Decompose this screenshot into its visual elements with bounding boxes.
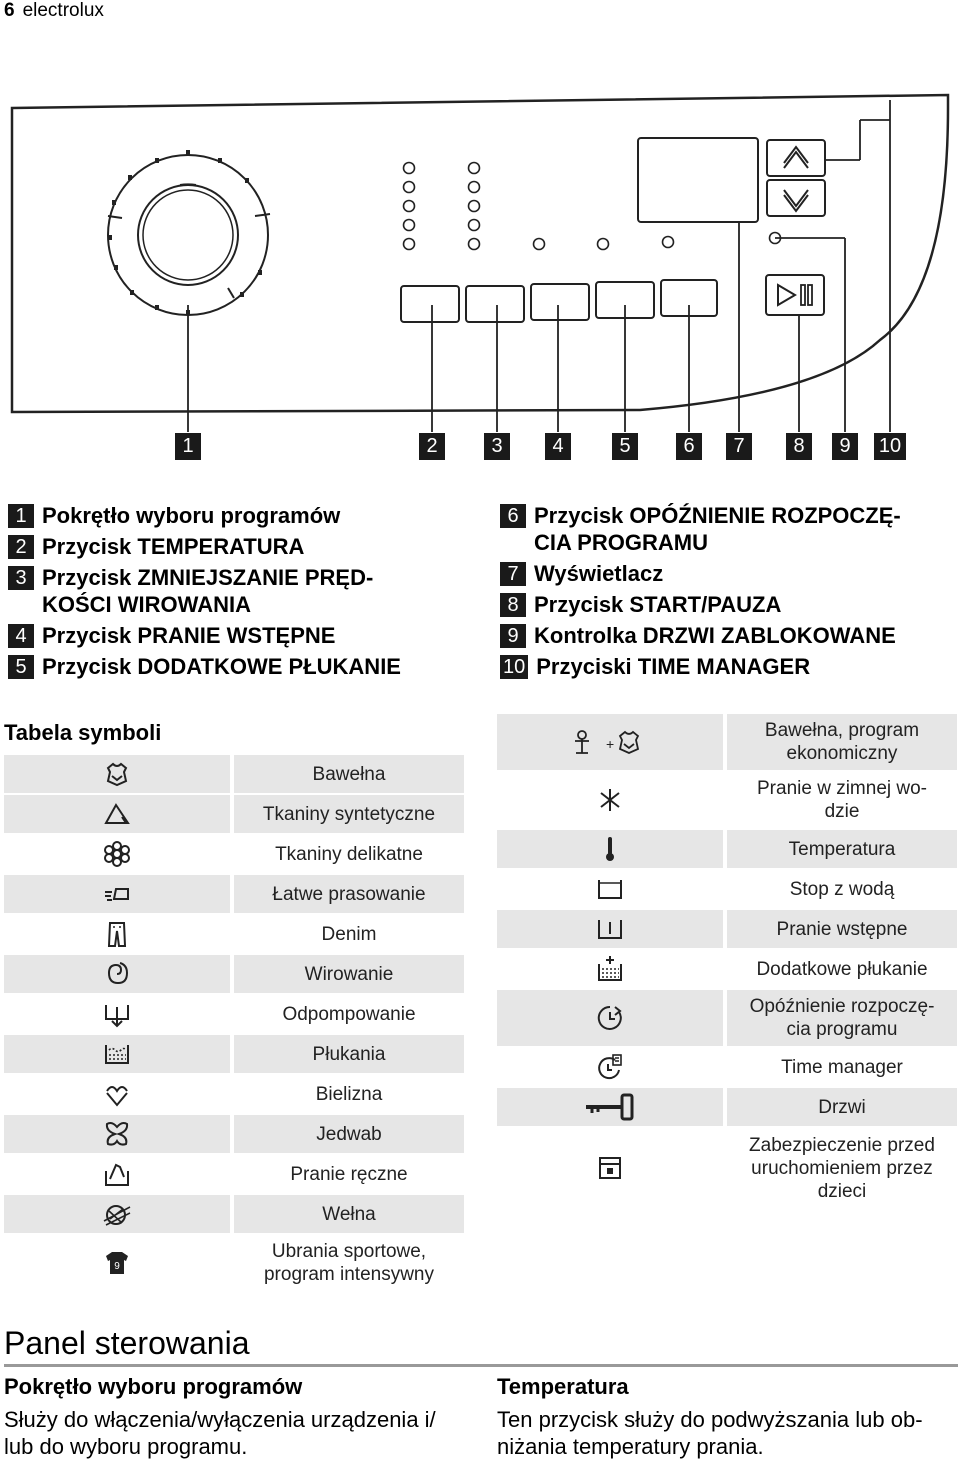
symbol-row — [497, 1048, 957, 1086]
symbols-table-title: Tabela symboli — [4, 720, 162, 745]
sport-icon — [102, 1248, 132, 1278]
legend-item — [8, 622, 478, 649]
display — [638, 138, 758, 222]
callout-4: 4 — [545, 433, 571, 460]
callout-7: 7 — [726, 433, 752, 460]
program-knob[interactable] — [108, 150, 270, 315]
legend-text: Przycisk DODATKOWE PŁUKANIE — [42, 654, 401, 679]
legend-text: Przycisk ZMNIEJSZANIE PRĘD- KOŚCI WIROWANIA — [42, 565, 374, 617]
play-icon — [778, 285, 795, 305]
symbol-row — [4, 1155, 464, 1193]
rinse-hold-icon — [595, 874, 625, 904]
symbol-row — [4, 1195, 464, 1233]
symbol-row — [497, 990, 957, 1046]
symbol-label: Wełna — [234, 1195, 464, 1233]
spin-reduction-button[interactable] — [466, 286, 524, 322]
symbol-row — [4, 755, 464, 793]
legend-text: Wyświetlacz — [534, 561, 664, 586]
symbols-table-left — [4, 755, 464, 1293]
legend-right — [500, 502, 958, 684]
delay-start-icon — [595, 1003, 625, 1033]
extra-rinse-icon — [595, 954, 625, 984]
symbol-row — [4, 915, 464, 953]
legend-num: 4 — [8, 624, 34, 648]
easy-iron-icon — [102, 879, 132, 909]
symbol-label: Ubrania sportowe, program intensywny — [234, 1235, 464, 1291]
right-heading: Temperatura — [497, 1374, 629, 1399]
page-number: 6 — [4, 0, 15, 21]
symbol-row — [4, 995, 464, 1033]
symbol-row — [497, 830, 957, 868]
delicates-icon — [102, 839, 132, 869]
symbol-row — [497, 950, 957, 988]
symbol-row — [4, 1035, 464, 1073]
legend-item — [8, 653, 478, 680]
legend-item — [500, 502, 958, 556]
symbol-row — [4, 1235, 464, 1291]
callout-8: 8 — [786, 433, 812, 460]
symbol-label: Bielizna — [234, 1075, 464, 1113]
symbol-row — [4, 795, 464, 833]
legend-num: 1 — [8, 504, 34, 528]
legend-item — [8, 502, 478, 529]
synthetics-icon — [102, 799, 132, 829]
callout-5: 5 — [612, 433, 638, 460]
legend-text: Przycisk START/PAUZA — [534, 592, 782, 617]
callout-3: 3 — [484, 433, 510, 460]
symbol-row — [4, 1115, 464, 1153]
symbol-label: Opóźnienie rozpoczę- cia programu — [727, 990, 957, 1046]
symbol-label: Pranie w zimnej wo- dzie — [727, 772, 957, 828]
wool-icon — [102, 1199, 132, 1229]
legend-text: Przycisk PRANIE WSTĘPNE — [42, 623, 336, 648]
symbol-row — [497, 870, 957, 908]
eco-cotton-icon — [570, 727, 650, 757]
cold-wash-icon — [595, 785, 625, 815]
legend-item — [500, 653, 958, 680]
symbol-row — [497, 714, 957, 770]
symbol-row — [497, 910, 957, 948]
symbol-row — [497, 1088, 957, 1126]
door-key-icon — [584, 1092, 636, 1122]
symbol-row — [4, 875, 464, 913]
symbols-table-right — [497, 714, 957, 1210]
legend-text: Kontrolka DRZWI ZABLOKOWANE — [534, 623, 896, 648]
legend-num: 3 — [8, 566, 34, 590]
legend-text: Pokrętło wyboru programów — [42, 503, 341, 528]
left-text: Służy do włączenia/wyłączenia urządzenia i/ lub do wyboru programu. — [4, 1407, 436, 1459]
symbol-label: Płukania — [234, 1035, 464, 1073]
chevron-up-icon — [784, 147, 808, 168]
symbol-label: Denim — [234, 915, 464, 953]
prewash-button[interactable] — [531, 284, 589, 320]
temperature-button[interactable] — [401, 286, 459, 322]
legend-num: 8 — [500, 593, 526, 617]
symbol-label: Jedwab — [234, 1115, 464, 1153]
rinse-icon — [102, 1039, 132, 1069]
legend-text: Przycisk OPÓŹNIENIE ROZPOCZĘ- CIA PROGRAMU — [534, 503, 901, 555]
symbol-row — [4, 955, 464, 993]
child-lock-icon — [595, 1153, 625, 1183]
symbol-label: Łatwe prasowanie — [234, 875, 464, 913]
pause-icon — [801, 285, 805, 305]
denim-icon — [102, 919, 132, 949]
cotton-icon — [102, 759, 132, 789]
callout-6: 6 — [676, 433, 702, 460]
control-panel-drawing — [0, 80, 960, 470]
symbol-label: Bawełna — [234, 755, 464, 793]
symbol-row — [4, 1075, 464, 1113]
left-heading: Pokrętło wyboru programów — [4, 1374, 303, 1399]
symbol-label: Tkaniny delikatne — [234, 835, 464, 873]
symbol-label: Odpompowanie — [234, 995, 464, 1033]
hand-wash-icon — [102, 1159, 132, 1189]
symbol-label: Drzwi — [727, 1088, 957, 1126]
page-header — [4, 0, 104, 22]
symbol-label: Zabezpieczenie przed uruchomieniem przez dzieci — [727, 1128, 957, 1208]
symbol-row — [4, 835, 464, 873]
legend-text: Przyciski TIME MANAGER — [536, 654, 811, 679]
legend-num: 6 — [500, 504, 526, 528]
symbol-label: Bawełna, program ekonomiczny — [727, 714, 957, 770]
spin-icon — [102, 959, 132, 989]
legend-num: 2 — [8, 535, 34, 559]
thermometer-icon — [595, 834, 625, 864]
callout-9: 9 — [832, 433, 858, 460]
legend-num: 9 — [500, 624, 526, 648]
legend-item — [500, 591, 958, 618]
symbol-label: Pranie wstępne — [727, 910, 957, 948]
section-title: Panel sterowania — [4, 1325, 958, 1367]
symbol-label: Pranie ręczne — [234, 1155, 464, 1193]
symbol-label: Time manager — [727, 1048, 957, 1086]
legend-num: 7 — [500, 562, 526, 586]
symbol-label: Dodatkowe płukanie — [727, 950, 957, 988]
legend-item — [500, 622, 958, 649]
symbol-row — [497, 772, 957, 828]
lingerie-icon — [102, 1079, 132, 1109]
legend-left — [8, 502, 478, 684]
svg-text:+: + — [606, 736, 615, 752]
drain-icon — [102, 999, 132, 1029]
symbol-label: Stop z wodą — [727, 870, 957, 908]
brand-name: electrolux — [22, 0, 104, 21]
prewash-icon — [595, 914, 625, 944]
symbol-label: Wirowanie — [234, 955, 464, 993]
symbol-label: Tkaniny syntetyczne — [234, 795, 464, 833]
right-text: Ten przycisk służy do podwyższania lub ob- niżania temperatury prania. — [497, 1407, 923, 1459]
legend-num: 5 — [8, 655, 34, 679]
legend-item — [8, 533, 478, 560]
callout-1: 1 — [175, 433, 201, 460]
legend-item — [8, 564, 478, 618]
silk-icon — [102, 1119, 132, 1149]
legend-item — [500, 560, 958, 587]
callout-10: 10 — [874, 433, 906, 460]
legend-num: 10 — [500, 655, 528, 679]
time-manager-icon — [595, 1052, 625, 1082]
svg-text:9: 9 — [114, 1261, 120, 1272]
callout-2: 2 — [419, 433, 445, 460]
symbol-row — [497, 1128, 957, 1208]
legend-text: Przycisk TEMPERATURA — [42, 534, 305, 559]
chevron-down-icon — [784, 190, 808, 211]
symbol-label: Temperatura — [727, 830, 957, 868]
